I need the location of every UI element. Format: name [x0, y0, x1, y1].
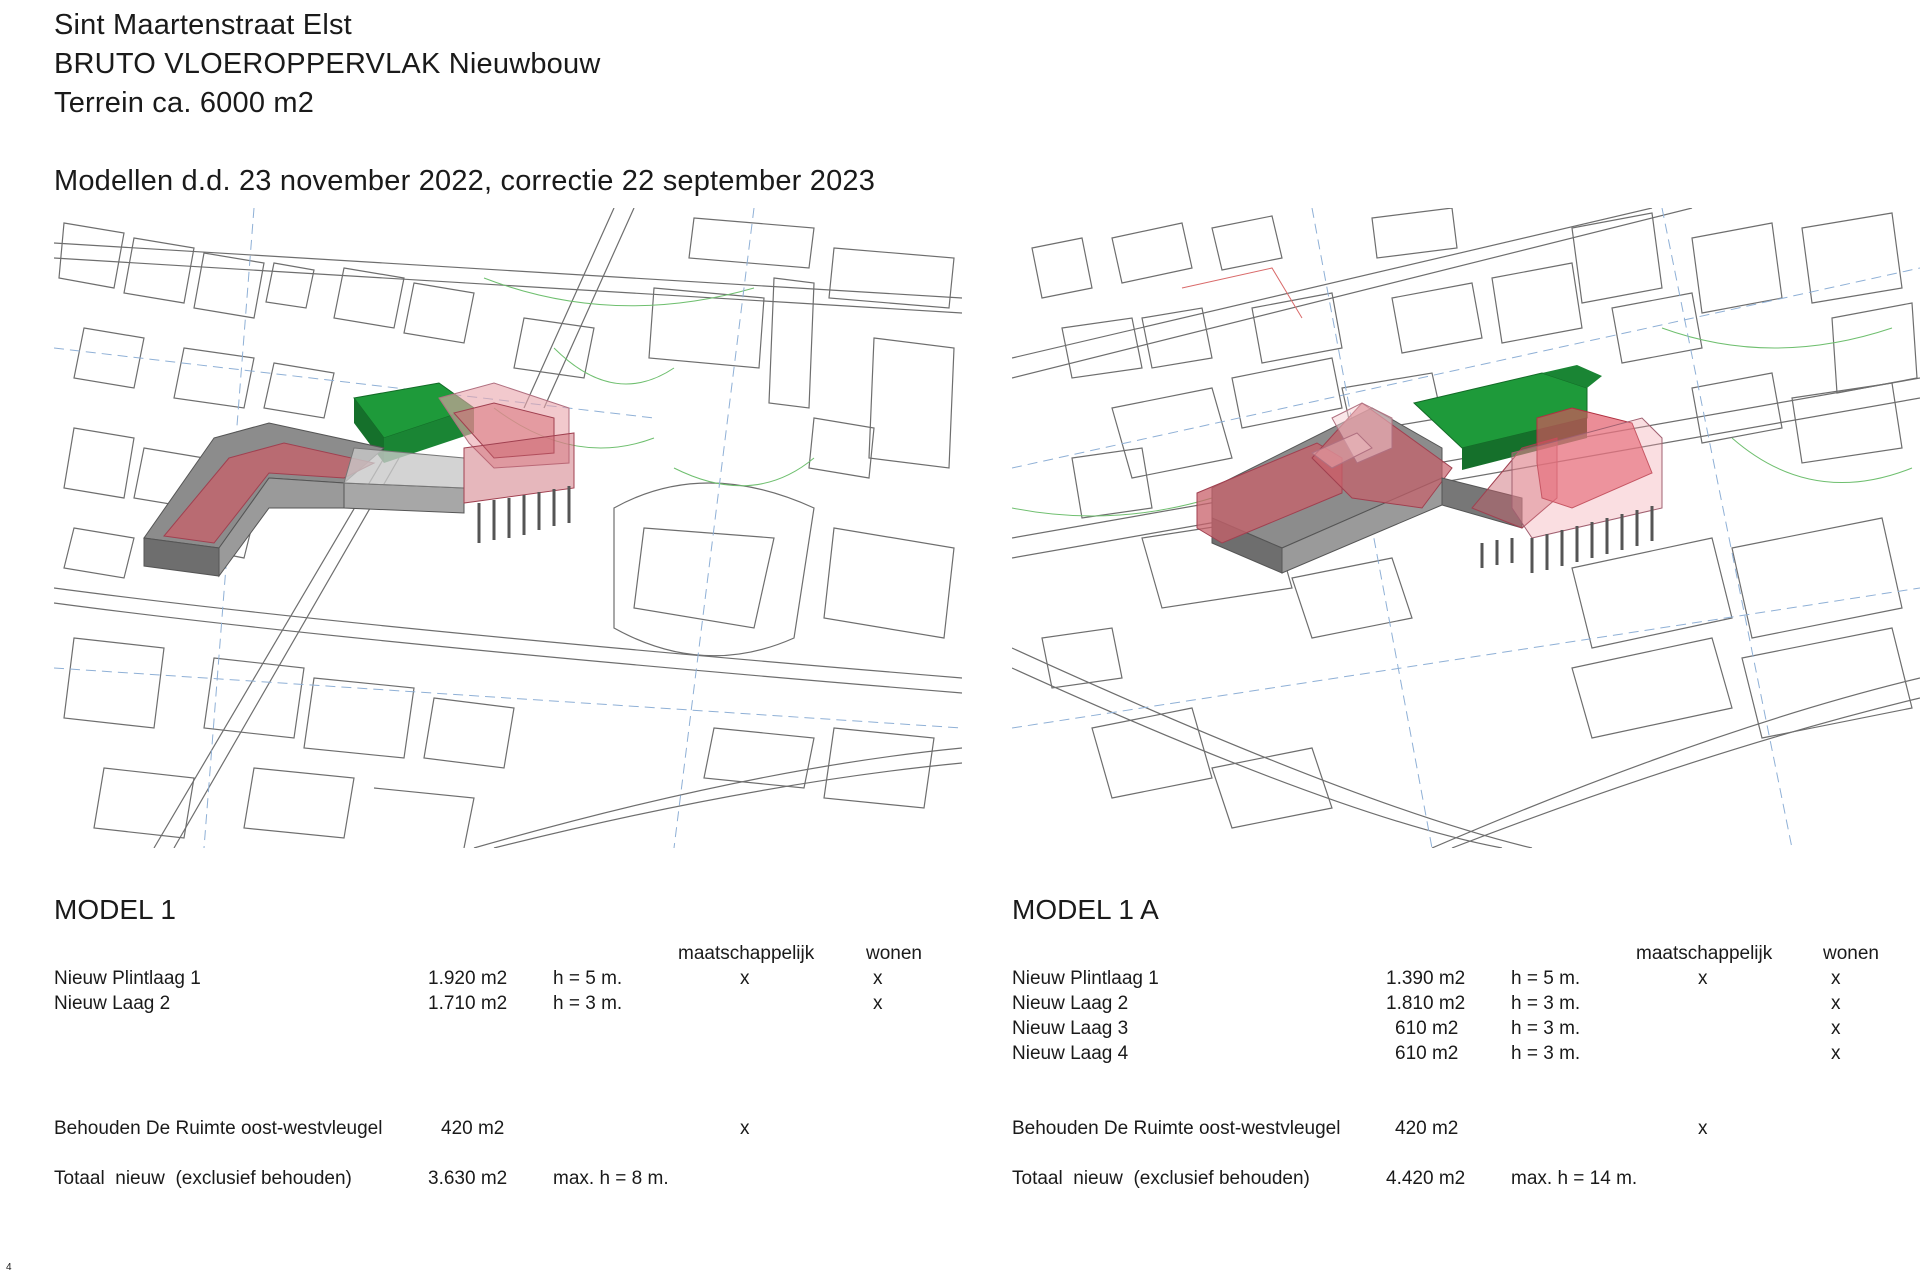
model-1a-row4-height: h = 3 m.	[1511, 1043, 1581, 1064]
model-1a-col-maatschappelijk: maatschappelijk	[1636, 943, 1773, 964]
model-1a-row2-label: Nieuw Laag 2	[1012, 993, 1129, 1014]
model-1a-totaal-label: Totaal nieuw (exclusief behouden)	[1012, 1168, 1310, 1189]
model-1a-isometric-map	[1012, 208, 1920, 848]
model-1a-row3-wonen: x	[1831, 1018, 1841, 1039]
model-1a-row3-height: h = 3 m.	[1511, 1018, 1581, 1039]
model-1-row2-label: Nieuw Laag 2	[54, 993, 171, 1014]
model-1-col-maatschappelijk: maatschappelijk	[678, 943, 815, 964]
model-1a-totaal-area: 4.420 m2	[1386, 1168, 1466, 1189]
site-area: Terrein ca. 6000 m2	[54, 87, 315, 119]
model-1a-row1-label: Nieuw Plintlaag 1	[1012, 968, 1159, 989]
model-1-row1-maatschappelijk: x	[740, 968, 750, 989]
document-subtitle: BRUTO VLOEROPPERVLAK Nieuwbouw	[54, 48, 601, 80]
model-1a-row4-area: 610 m2	[1395, 1043, 1459, 1064]
model-1-row2-height: h = 3 m.	[553, 993, 623, 1014]
model-1-row1-wonen: x	[873, 968, 883, 989]
model-1a-row1-wonen: x	[1831, 968, 1841, 989]
model-1a-row3-label: Nieuw Laag 3	[1012, 1018, 1129, 1039]
model-1a-behouden-area: 420 m2	[1395, 1118, 1459, 1139]
model-1a-row1-area: 1.390 m2	[1386, 968, 1466, 989]
models-date: Modellen d.d. 23 november 2022, correctie 22 september 2023	[54, 165, 876, 197]
model-1a-row4-wonen: x	[1831, 1043, 1841, 1064]
model-1-row1-label: Nieuw Plintlaag 1	[54, 968, 201, 989]
model-1a-totaal-height: max. h = 14 m.	[1511, 1168, 1638, 1189]
model-1a-row1-height: h = 5 m.	[1511, 968, 1581, 989]
model-1-totaal-label: Totaal nieuw (exclusief behouden)	[54, 1168, 352, 1189]
model-1a-behouden-maatschappelijk: x	[1698, 1118, 1708, 1139]
model-1a-row2-area: 1.810 m2	[1386, 993, 1466, 1014]
model-1-isometric-map	[54, 208, 962, 848]
model-1-row2-area: 1.710 m2	[428, 993, 508, 1014]
page-number: 4	[6, 1262, 12, 1273]
model-1a-row1-maatschappelijk: x	[1698, 968, 1708, 989]
document-title: Sint Maartenstraat Elst	[54, 9, 352, 41]
model-1-col-wonen: wonen	[866, 943, 922, 964]
model-1-totaal-area: 3.630 m2	[428, 1168, 508, 1189]
model-1a-row2-wonen: x	[1831, 993, 1841, 1014]
model-1a-behouden-label: Behouden De Ruimte oost-westvleugel	[1012, 1118, 1341, 1139]
model-1a-col-wonen: wonen	[1823, 943, 1879, 964]
model-1-row1-area: 1.920 m2	[428, 968, 508, 989]
model-1-behouden-area: 420 m2	[441, 1118, 505, 1139]
model-1-behouden-maatschappelijk: x	[740, 1118, 750, 1139]
model-1-row2-wonen: x	[873, 993, 883, 1014]
model-1-totaal-height: max. h = 8 m.	[553, 1168, 669, 1189]
model-1-title: MODEL 1	[54, 894, 176, 925]
model-1-row1-height: h = 5 m.	[553, 968, 623, 989]
model-1a-title: MODEL 1 A	[1012, 894, 1159, 925]
model-1-behouden-label: Behouden De Ruimte oost-westvleugel	[54, 1118, 383, 1139]
model-1a-row2-height: h = 3 m.	[1511, 993, 1581, 1014]
model-1a-row4-label: Nieuw Laag 4	[1012, 1043, 1129, 1064]
model-1a-row3-area: 610 m2	[1395, 1018, 1459, 1039]
